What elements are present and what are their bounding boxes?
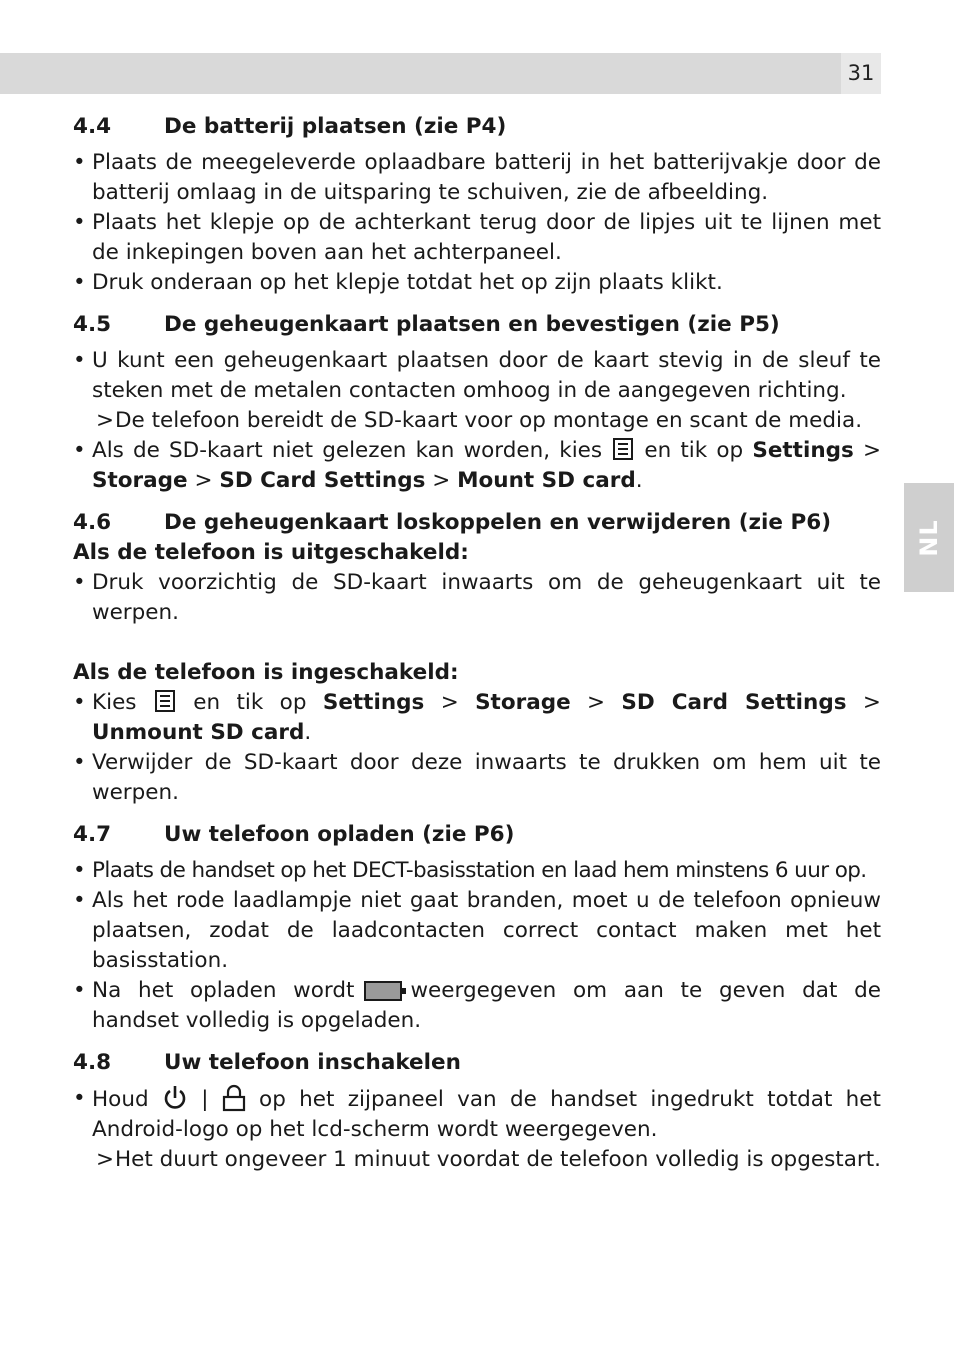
list-item <box>73 1084 881 1175</box>
separator: | <box>201 1087 209 1112</box>
section-title: Uw telefoon opladen (zie P6) <box>164 822 515 847</box>
section-4-4 <box>73 112 881 298</box>
list-item-text: Houd <box>92 1087 149 1112</box>
period: . <box>635 468 643 493</box>
section-title: Uw telefoon inschakelen <box>164 1050 461 1075</box>
path-separator: > <box>587 690 606 715</box>
battery-full-icon <box>364 981 402 1001</box>
menu-path-sd-card-settings: SD Card Settings <box>219 468 426 493</box>
menu-path-unmount-sd-card: Unmount SD card <box>92 720 305 745</box>
list-item: • Druk onderaan op het klepje totdat het op zijn plaats klikt. <box>73 268 881 298</box>
list-item-text: Na het opladen wordt <box>92 978 355 1003</box>
section-number: 4.7 <box>73 822 112 847</box>
menu-path-settings: Settings <box>752 438 854 463</box>
path-separator: > <box>432 468 451 493</box>
period: . <box>304 720 312 745</box>
section-4-6 <box>73 508 881 808</box>
list-item-text: U kunt een geheugenkaart plaatsen door de kaart stevig in de sleuf te steken met de metalen contacten omhoog in de aangegeven richting. <box>92 348 881 403</box>
section-heading <box>73 1048 881 1078</box>
bullet-list <box>73 346 881 496</box>
path-separator: > <box>440 690 459 715</box>
list-item: • Verwijder de SD-kaart door deze inwaarts te drukken om hem uit te werpen. <box>73 748 881 808</box>
bullet-list <box>73 568 881 628</box>
language-tab-label: NL <box>915 518 943 557</box>
page-number: 31 <box>841 53 881 94</box>
section-number: 4.4 <box>73 114 112 139</box>
menu-icon <box>613 438 633 460</box>
section-number: 4.5 <box>73 312 112 337</box>
list-item <box>73 688 881 748</box>
menu-path-mount-sd-card: Mount SD card <box>457 468 636 493</box>
section-4-5 <box>73 310 881 496</box>
power-icon <box>162 1084 188 1112</box>
page-content <box>73 112 881 1187</box>
menu-icon <box>155 690 175 712</box>
section-4-7 <box>73 820 881 1036</box>
menu-path-storage: Storage <box>92 468 188 493</box>
header-bar <box>0 53 841 94</box>
list-item: • Druk voorzichtig de SD-kaart inwaarts om de geheugenkaart uit te werpen. <box>73 568 881 628</box>
lock-icon <box>222 1084 246 1112</box>
subheading-off: Als de telefoon is uitgeschakeld: <box>73 540 469 565</box>
note: > Het duurt ongeveer 1 minuut voordat de telefoon volledig is opgestart. <box>96 1147 881 1172</box>
bullet-list <box>73 856 881 1036</box>
list-item-text: weergegeven om aan te geven dat de handset volledig is opgeladen. <box>92 978 881 1033</box>
section-title: De batterij plaatsen (zie P4) <box>164 114 507 139</box>
section-heading <box>73 508 881 538</box>
list-item-text: op het zijpaneel van de handset ingedrukt totdat het Android-logo op het lcd-scherm wordt weergegeven. <box>92 1087 881 1142</box>
section-heading <box>73 820 881 850</box>
list-item: • Plaats het klepje op de achterkant terug door de lipjes uit te lijnen met de inkepingen boven aan het achterpaneel. <box>73 208 881 268</box>
section-heading <box>73 310 881 340</box>
list-item <box>73 346 881 436</box>
path-separator: > <box>862 690 881 715</box>
list-item <box>73 436 881 496</box>
list-item: • Als het rode laadlampje niet gaat branden, moet u de telefoon opnieuw plaatsen, zodat de laadcontacten correct contact maken met het basisstation. <box>73 886 881 976</box>
note-text: Het duurt ongeveer 1 minuut voordat de telefoon volledig is opgestart. <box>115 1147 881 1172</box>
list-item-text: Als de SD-kaart niet gelezen kan worden, kies <box>92 438 603 463</box>
path-separator: > <box>862 438 881 463</box>
list-item-text: Kies <box>92 690 137 715</box>
subheading-on: Als de telefoon is ingeschakeld: <box>73 660 459 685</box>
bullet-list <box>73 688 881 808</box>
section-number: 4.6 <box>73 510 112 535</box>
menu-path-sd-card-settings: SD Card Settings <box>621 690 847 715</box>
bullet-list <box>73 1084 881 1175</box>
list-item-text: en tik op <box>644 438 744 463</box>
section-4-8 <box>73 1048 881 1175</box>
bullet-list <box>73 148 881 298</box>
section-title: De geheugenkaart loskoppelen en verwijderen (zie P6) <box>164 510 832 535</box>
note: > De telefoon bereidt de SD-kaart voor op montage en scant de media. <box>96 408 863 433</box>
note-text: De telefoon bereidt de SD-kaart voor op montage en scant de media. <box>115 408 863 433</box>
section-heading <box>73 112 881 142</box>
language-tab <box>904 483 954 592</box>
menu-path-storage: Storage <box>475 690 571 715</box>
list-item <box>73 976 881 1036</box>
menu-path-settings: Settings <box>322 690 425 715</box>
section-title: De geheugenkaart plaatsen en bevestigen (zie P5) <box>164 312 780 337</box>
section-number: 4.8 <box>73 1050 112 1075</box>
list-item: • Plaats de handset op het DECT-basisstation en laad hem minstens 6 uur op. <box>73 856 881 886</box>
list-item-text: en tik op <box>193 690 307 715</box>
list-item: • Plaats de meegeleverde oplaadbare batterij in het batterijvakje door de batterij omlaag in de uitsparing te schuiven, zie de afbeelding. <box>73 148 881 208</box>
path-separator: > <box>194 468 213 493</box>
